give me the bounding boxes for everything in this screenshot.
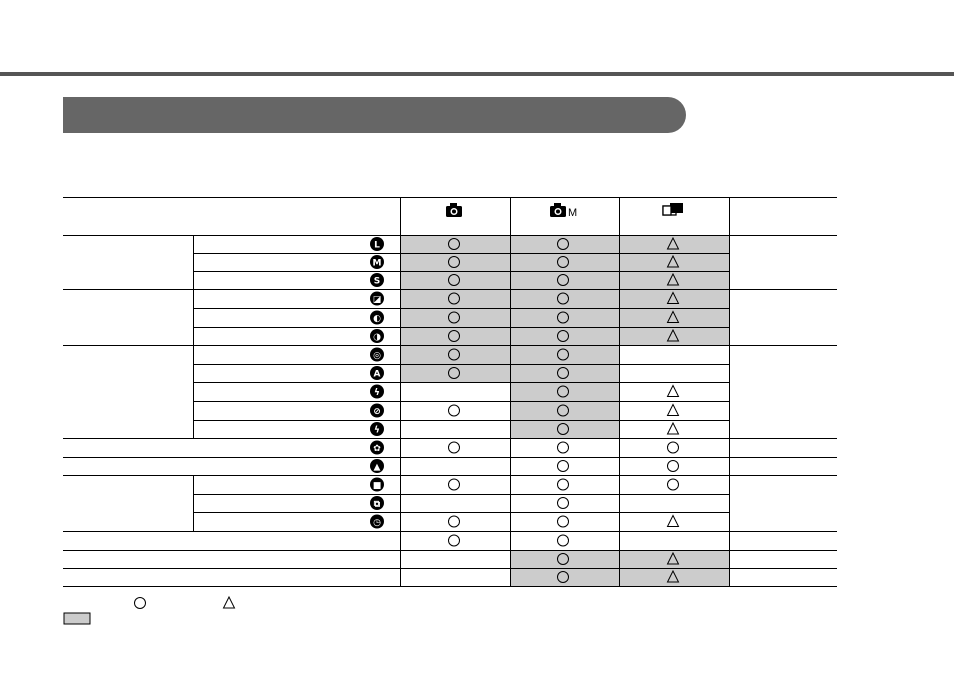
quality-superfine-icon-glyph: ◪ bbox=[372, 295, 382, 305]
shaded-cell bbox=[400, 308, 510, 327]
shaded-cell bbox=[619, 308, 729, 327]
triangle-mark bbox=[668, 405, 679, 416]
shaded-cell bbox=[510, 364, 619, 382]
shaded-cell bbox=[510, 253, 619, 271]
flash-off-icon-glyph: ⊘ bbox=[373, 407, 381, 417]
macro-icon-glyph: ✿ bbox=[373, 444, 381, 454]
shaded-cell bbox=[400, 271, 510, 289]
shaded-cell bbox=[510, 289, 619, 308]
drive-single-icon-glyph: ■ bbox=[372, 481, 382, 491]
shaded-cell bbox=[400, 253, 510, 271]
quality-normal-icon-glyph: ◑ bbox=[373, 332, 381, 343]
shaded-cell bbox=[510, 401, 619, 420]
circle-mark bbox=[558, 498, 569, 509]
circle-mark bbox=[558, 442, 569, 453]
circle-mark bbox=[449, 442, 460, 453]
shaded-cell bbox=[400, 345, 510, 364]
continuous-shooting-icon bbox=[670, 203, 683, 213]
shaded-cell bbox=[510, 550, 619, 568]
size-large-icon-glyph: L bbox=[374, 240, 380, 251]
shaded-cell bbox=[400, 289, 510, 308]
landscape-icon-glyph: ▲ bbox=[373, 462, 381, 473]
size-small-icon-glyph: S bbox=[373, 276, 381, 287]
circle-mark bbox=[668, 461, 679, 472]
circle-symbol-icon bbox=[135, 598, 146, 609]
circle-mark bbox=[449, 479, 460, 490]
continuous-shooting-icon bbox=[663, 206, 671, 215]
shaded-cell bbox=[619, 550, 729, 568]
shaded-cell bbox=[400, 235, 510, 253]
triangle-symbol-icon bbox=[224, 597, 235, 608]
shaded-cell bbox=[619, 289, 729, 308]
shaded-cell bbox=[619, 253, 729, 271]
flash-redeye-icon-glyph: ◎ bbox=[373, 351, 381, 361]
triangle-mark bbox=[668, 516, 679, 527]
circle-mark bbox=[449, 405, 460, 416]
shaded-cell bbox=[510, 345, 619, 364]
circle-mark bbox=[558, 479, 569, 490]
size-medium-icon-glyph: M bbox=[372, 258, 382, 269]
shaded-cell bbox=[510, 568, 619, 586]
circle-mark bbox=[449, 516, 460, 527]
circle-mark bbox=[558, 535, 569, 546]
self-timer-icon-glyph: ◷ bbox=[373, 518, 381, 528]
shaded-cell bbox=[510, 420, 619, 438]
shaded-cell bbox=[400, 364, 510, 382]
shaded-cell bbox=[619, 568, 729, 586]
camera-manual-icon bbox=[554, 203, 561, 207]
camera-manual-label: M bbox=[568, 207, 578, 219]
circle-mark bbox=[558, 461, 569, 472]
shaded-cell bbox=[619, 235, 729, 253]
shaded-cell bbox=[510, 382, 619, 401]
shaded-cell bbox=[510, 327, 619, 345]
shaded-cell bbox=[510, 308, 619, 327]
shaded-cell bbox=[619, 327, 729, 345]
flash-slow-sync-icon-glyph: ϟ bbox=[374, 425, 380, 436]
circle-mark bbox=[558, 516, 569, 527]
circle-mark bbox=[668, 442, 679, 453]
flash-auto-icon-glyph: A bbox=[373, 369, 381, 380]
quality-fine-icon-glyph: ◐ bbox=[373, 314, 381, 324]
circle-mark bbox=[449, 535, 460, 546]
triangle-mark bbox=[668, 386, 679, 397]
shaded-cell bbox=[510, 235, 619, 253]
shaded-cell bbox=[400, 327, 510, 345]
flash-on-icon-glyph: ϟ bbox=[374, 388, 380, 398]
circle-mark bbox=[668, 479, 679, 490]
camera-icon bbox=[452, 210, 456, 214]
drive-continuous-icon-glyph: ⧉ bbox=[373, 499, 381, 510]
triangle-mark bbox=[668, 423, 679, 434]
camera-icon bbox=[450, 203, 457, 207]
shaded-cell bbox=[510, 271, 619, 289]
camera-manual-icon bbox=[556, 210, 560, 214]
shaded-swatch bbox=[64, 613, 90, 624]
shaded-cell bbox=[619, 271, 729, 289]
